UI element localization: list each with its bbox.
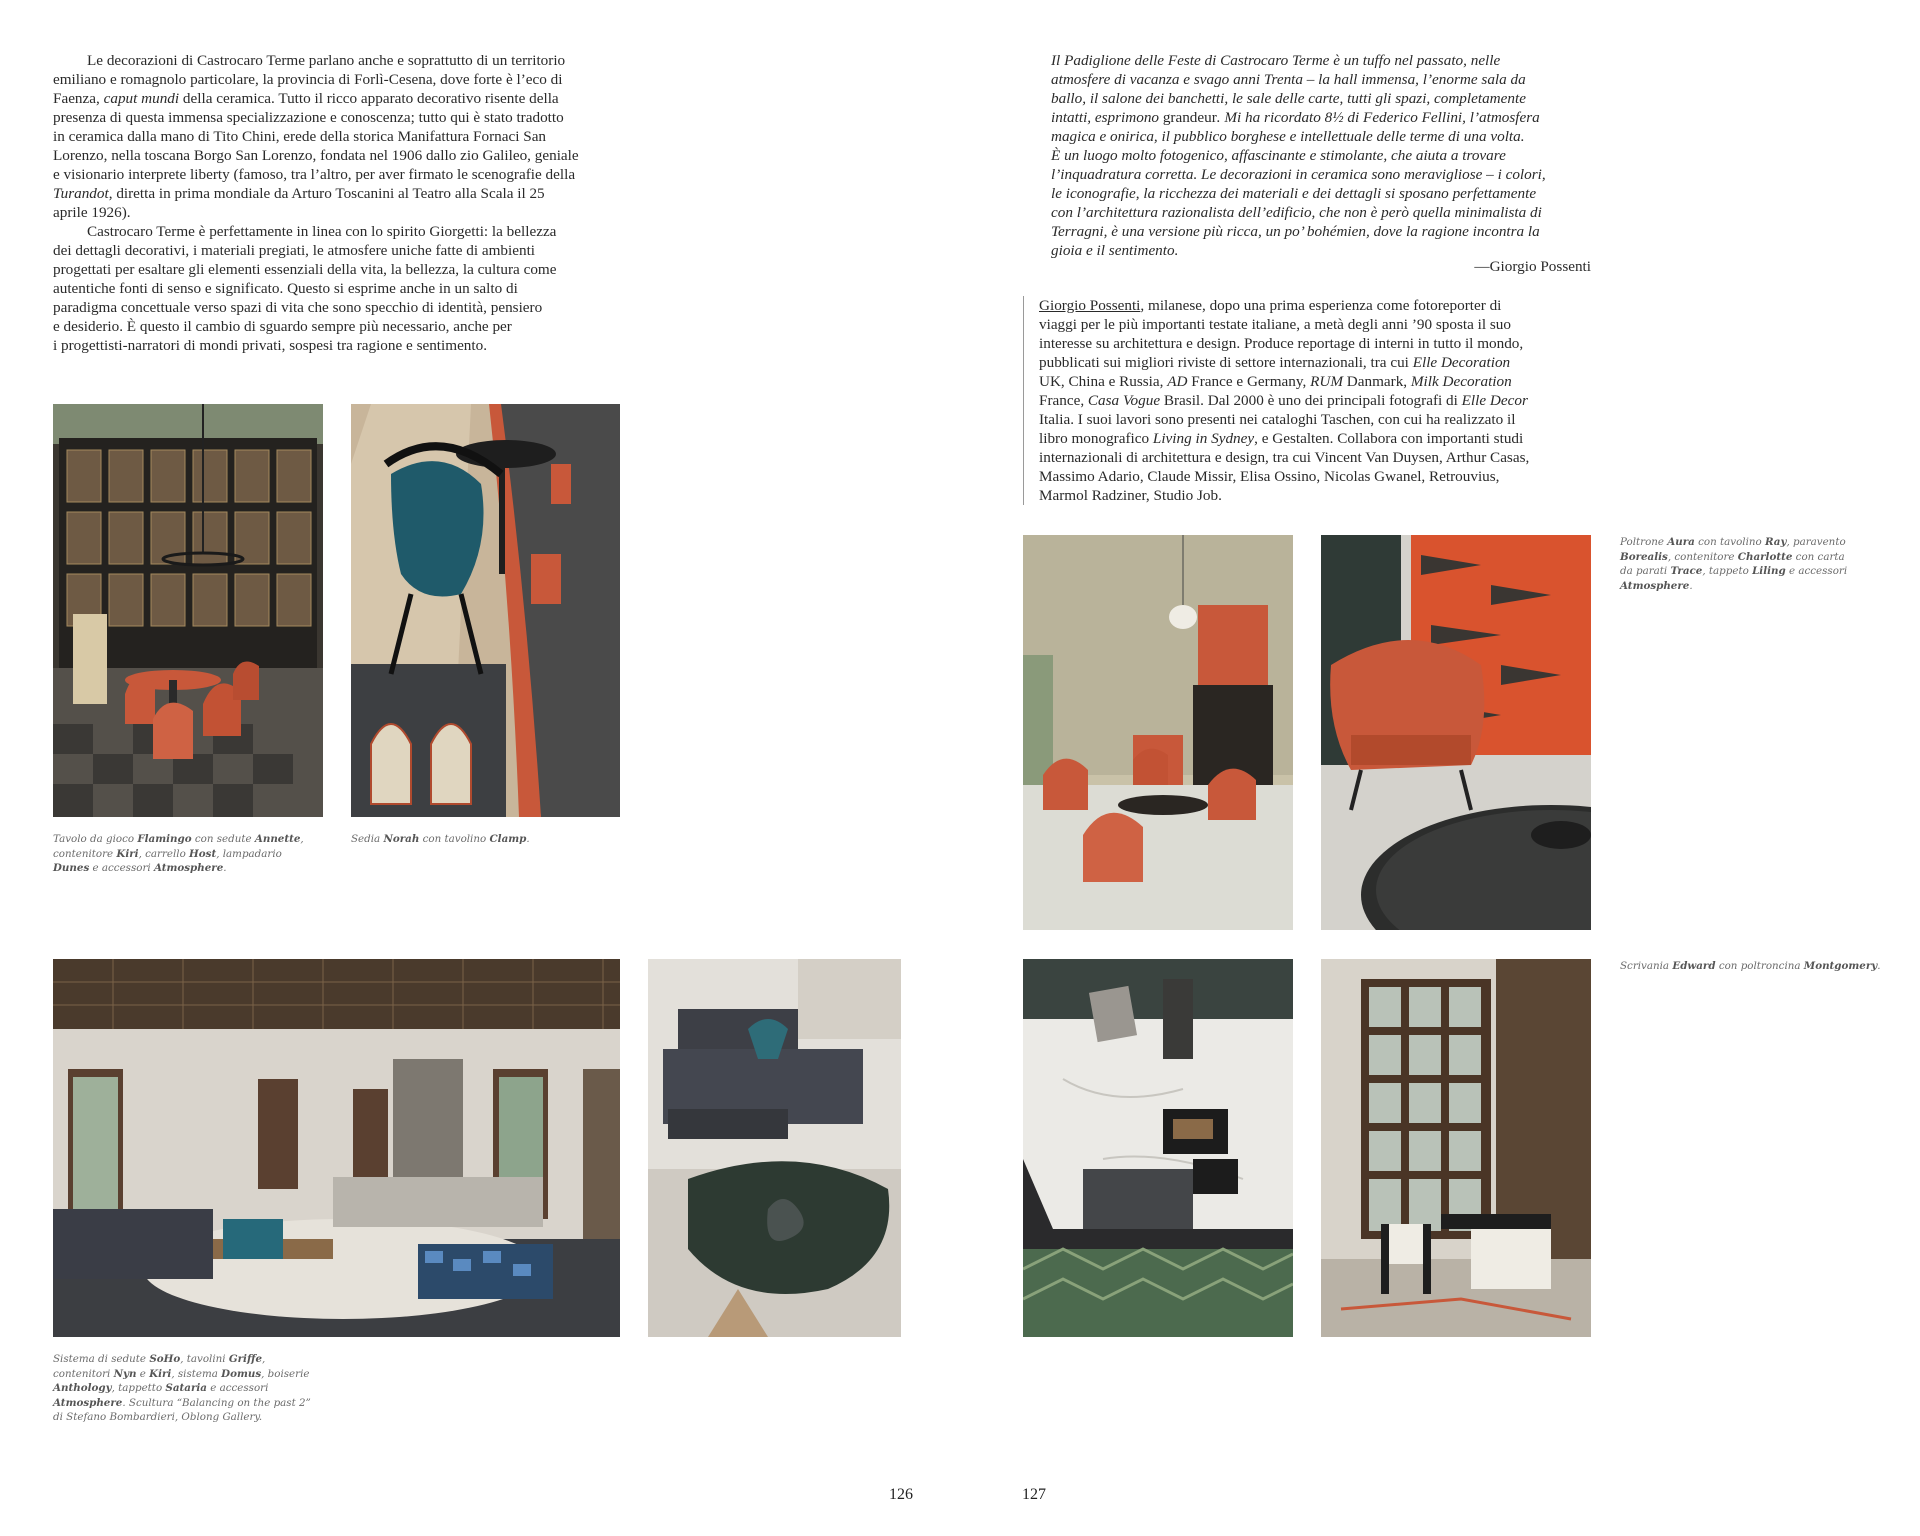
text-line: Castrocaro Terme è perfettamente in linea con lo spirito Giorgetti: la bellezza	[87, 223, 557, 240]
product-name: Dunes	[53, 862, 90, 875]
italic-text: RUM	[1310, 373, 1343, 390]
text-line: le iconografie, la ricchezza dei materiali e dei dettagli si sposano perfettamente	[1051, 185, 1537, 202]
product-name: Host	[189, 847, 217, 860]
text-line: Lorenzo, nella toscana Borgo San Lorenzo, fondata nel 1906 dallo zio Galileo, geniale	[53, 147, 579, 164]
caption-living-room	[53, 1352, 353, 1425]
text-line: pubblicati sui migliori riviste di settore internazionali, tra cui Elle Decoration	[1039, 354, 1511, 371]
product-name: Aura	[1667, 536, 1695, 548]
text-line: atmosfere di vacanza e svago anni Trenta – la hall immensa, l’enorme sala da	[1051, 71, 1526, 88]
text-line: Atmosphere.	[1620, 579, 1693, 592]
photo-game-room	[53, 404, 323, 817]
text-line: da parati Trace, tappeto Liling e accessori	[1620, 565, 1848, 578]
text-line: Terragni, è una versione più ricca, un po’ bohémien, dove la ragione incontra la	[1051, 223, 1540, 240]
text-line: Scrivania Edward con poltroncina Montgomery.	[1620, 960, 1881, 972]
text-line: Anthology, tappetto Sataria e accessori	[53, 1382, 269, 1395]
product-name: Norah	[383, 833, 420, 845]
text-line: in ceramica dalla mano di Tito Chini, erede della storica Manifattura Fornaci San	[53, 128, 547, 145]
product-name: Nyn	[113, 1367, 137, 1380]
product-name: SoHo	[149, 1353, 181, 1365]
text-line: È un luogo molto fotogenico, affascinante e stimolante, che aiuta a trovare	[1051, 147, 1506, 164]
product-name: Atmosphere	[153, 862, 224, 875]
product-name: Annette	[254, 833, 301, 845]
product-name: Trace	[1670, 565, 1703, 578]
text-line: Atmosphere. Scultura “Balancing on the past 2”	[53, 1396, 311, 1409]
product-name: Atmosphere	[53, 1396, 123, 1409]
text-line: Italia. I suoi lavori sono presenti nei cataloghi Taschen, con cui ha realizzato il	[1039, 411, 1516, 428]
text-line: Turandot, diretta in prima mondiale da Arturo Toscanini al Teatro alla Scala il 25	[53, 185, 545, 202]
text-line: France, Casa Vogue Brasil. Dal 2000 è uno dei principali fotografi di Elle Decor	[1039, 392, 1528, 409]
italic-text: caput mundi	[103, 90, 180, 107]
photo-sofa-detail	[648, 959, 901, 1337]
text-line: Tavolo da gioco Flamingo con sedute Annette,	[53, 833, 304, 845]
product-name: Ray	[1764, 536, 1787, 548]
product-name: Clamp	[489, 833, 527, 845]
text-line: l’inquadratura corretta. Le decorazioni in ceramica sono meravigliose – i colori,	[1051, 166, 1546, 183]
product-name: Liling	[1752, 565, 1786, 578]
text-line: presenza di questa immensa specializzazione e conoscenza; tutto qui è stato tradotto	[53, 109, 564, 126]
text-line: gioia e il sentimento.	[1051, 242, 1179, 259]
photo-aura-armchairs	[1023, 535, 1293, 930]
italic-text: Living in Sydney	[1152, 430, 1255, 447]
photo-norah-chair	[351, 404, 620, 817]
text-line: internazionali di architettura e design, tra cui Vincent Van Duysen, Arthur Casas,	[1039, 449, 1530, 466]
text-line: Le decorazioni di Castrocaro Terme parlano anche e soprattutto di un territorio	[87, 52, 566, 69]
text-line: libro monografico Living in Sydney, e Gestalten. Collabora con importanti studi	[1039, 430, 1524, 447]
caption-edward	[1620, 959, 1915, 974]
text-line: Sedia Norah con tavolino Clamp.	[351, 833, 530, 845]
living-room-illustration	[53, 959, 620, 1337]
text-line: intatti, esprimono grandeur. Mi ha ricordato 8½ di Federico Fellini, l’atmosfera	[1051, 109, 1540, 126]
italic-text: Elle Decor	[1461, 392, 1528, 409]
text-line: emiliano e romagnolo particolare, la provincia di Forlì-Cesena, dove forte è l’eco di	[53, 71, 563, 88]
upright-text: grandeur	[1162, 109, 1217, 126]
photographer-name: Giorgio Possenti	[1039, 297, 1141, 314]
text-line: dei dettagli decorativi, i materiali pregiati, le atmosfere uniche fatte di ambienti	[53, 242, 536, 259]
product-name: Atmosphere	[1620, 579, 1690, 592]
italic-text: Casa Vogue	[1087, 392, 1161, 409]
text-line: con l’architettura razionalista dell’edificio, che non è però quella minimalista di	[1051, 204, 1542, 221]
product-name: Sataria	[165, 1382, 207, 1395]
text-line: UK, China e Russia, AD France e Germany, RUM Danmark, Milk Decoration	[1039, 373, 1512, 390]
edward-window-illustration	[1321, 959, 1591, 1337]
text-line: Marmol Radziner, Studio Job.	[1039, 487, 1222, 504]
caption-aura	[1620, 535, 1910, 593]
game-room-illustration	[53, 404, 323, 817]
possenti-quote	[1051, 51, 1591, 260]
product-name: Kiri	[149, 1367, 172, 1380]
text-line: Borealis, contenitore Charlotte con carta	[1620, 550, 1845, 563]
product-name: Griffe	[228, 1353, 263, 1365]
text-line: magica e onirica, il pubblico borghese e intellettuale delle terme di una volta.	[1051, 128, 1525, 145]
product-name: Kiri	[116, 847, 139, 860]
text-line: di Stefano Bombardieri, Oblong Gallery.	[53, 1411, 263, 1424]
quote-author: —Giorgio Possenti	[1474, 258, 1591, 275]
text-line: aprile 1926).	[53, 204, 131, 221]
italic-text: Elle Decoration	[1412, 354, 1511, 371]
photographer-bio	[1023, 296, 1583, 505]
text-line: interesse su architettura e design. Produce reportage di interni in tutto il mondo,	[1039, 335, 1524, 352]
norah-chair-illustration	[351, 404, 620, 817]
italic-text: Turandot	[53, 185, 109, 202]
caption-game-room	[53, 832, 323, 876]
text-line: Massimo Adario, Claude Missir, Elisa Ossino, Nicolas Gwanel, Retrouvius,	[1039, 468, 1500, 485]
product-name: Edward	[1672, 960, 1716, 972]
text-line: i progettisti-narratori di mondi privati, sospesi tra ragione e sentimento.	[53, 337, 488, 354]
sofa-detail-illustration	[648, 959, 901, 1337]
photo-edward-desk-detail	[1023, 959, 1293, 1337]
intro-paragraph-1	[53, 51, 633, 222]
product-name: Montgomery	[1803, 960, 1878, 972]
text-line: progettati per esaltare gli elementi essenziali della vita, la bellezza, la cultura come	[53, 261, 557, 278]
product-name: Borealis	[1620, 550, 1668, 563]
product-name: Domus	[221, 1367, 262, 1380]
text-line: Giorgio Possenti, milanese, dopo una prima esperienza come fotoreporter di	[1039, 297, 1502, 314]
photo-edward-window	[1321, 959, 1591, 1337]
text-line: contenitori Nyn e Kiri, sistema Domus, boiserie	[53, 1367, 310, 1380]
product-name: Charlotte	[1737, 550, 1793, 563]
text-line: contenitore Kiri, carrello Host, lampadario	[53, 847, 282, 860]
intro-paragraph-2	[53, 222, 633, 355]
aura-armchairs-illustration	[1023, 535, 1293, 930]
text-line: viaggi per le più importanti testate italiane, a metà degli anni ’90 sposta il suo	[1039, 316, 1511, 333]
product-name: Flamingo	[137, 833, 192, 845]
text-line: ballo, il salone dei banchetti, le sale delle carte, tutti gli spazi, completamente	[1051, 90, 1526, 107]
text-line: e desiderio. È questo il cambio di sguardo sempre più necessario, anche per	[53, 318, 512, 335]
text-line: Il Padiglione delle Feste di Castrocaro Terme è un tuffo nel passato, nelle	[1051, 52, 1501, 69]
text-line: Poltrone Aura con tavolino Ray, paravento	[1620, 536, 1846, 548]
text-line: e visionario interprete liberty (famoso, tra l’altro, per aver firmato le scenografie della	[53, 166, 576, 183]
italic-text: Milk Decoration	[1410, 373, 1512, 390]
page-number-left: 126	[889, 1486, 913, 1503]
italic-text: AD	[1167, 373, 1188, 390]
product-name: Anthology	[53, 1382, 112, 1395]
photo-living-room	[53, 959, 620, 1337]
text-line: autentiche fonti di senso e significato. Questo si esprime anche in un salto di	[53, 280, 518, 297]
text-line: paradigma concettuale verso spazi di vita che sono specchio di identità, pensiero	[53, 299, 543, 316]
text-line: Sistema di sedute SoHo, tavolini Griffe,	[53, 1353, 266, 1365]
aura-closeup-illustration	[1321, 535, 1591, 930]
text-line: Dunes e accessori Atmosphere.	[53, 862, 227, 875]
photo-aura-closeup	[1321, 535, 1591, 930]
page-number-right: 127	[1022, 1486, 1046, 1503]
edward-desk-detail-illustration	[1023, 959, 1293, 1337]
caption-norah-chair	[351, 832, 620, 847]
intro-text	[53, 51, 633, 355]
text-line: Faenza, caput mundi della ceramica. Tutto il ricco apparato decorativo risente della	[53, 90, 559, 107]
